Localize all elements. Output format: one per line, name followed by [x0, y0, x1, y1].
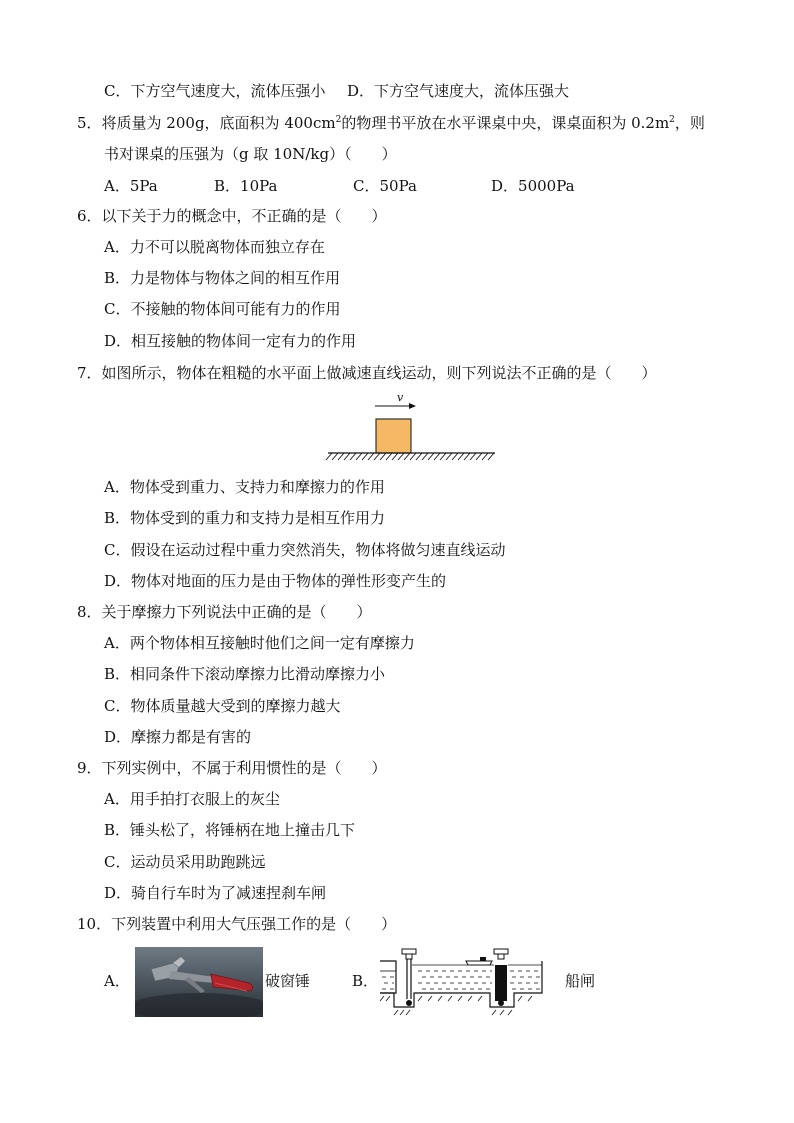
- hatch-line: [410, 453, 416, 460]
- q5-sup2: 2: [669, 115, 675, 125]
- q5-stem-part2: 的物理书平放在水平课桌中央，课桌面积为 0.2m: [341, 114, 670, 132]
- q8-option-b: B．相同条件下滚动摩擦力比滑动摩擦力小: [104, 665, 386, 683]
- q6-stem: 6．以下关于力的概念中，不正确的是（ ）: [77, 207, 387, 225]
- q7-option-a: A．物体受到重力、支持力和摩擦力的作用: [104, 478, 385, 496]
- q6-option-c: C．不接触的物体间可能有力的作用: [104, 300, 341, 318]
- q8-stem: 8．关于摩擦力下列说法中正确的是（ ）: [77, 603, 372, 621]
- q8-option-c: C．物体质量越大受到的摩擦力越大: [104, 697, 341, 715]
- hatch-line: [428, 453, 434, 460]
- q9-option-b: B．锤头松了，将锤柄在地上撞击几下: [104, 821, 356, 839]
- velocity-arrow: [375, 403, 416, 409]
- hatch-line: [386, 453, 392, 460]
- hatch-line: [464, 453, 470, 460]
- hatch-line: [470, 453, 476, 460]
- q9-option-c: C．运动员采用助跑跳远: [104, 853, 266, 871]
- q8-option-a: A．两个物体相互接触时他们之间一定有摩擦力: [104, 634, 415, 652]
- boat: [466, 961, 492, 965]
- q9-option-d: D．骑自行车时为了减速捏刹车闸: [104, 884, 327, 902]
- q5-option-d: D．5000Pa: [491, 177, 575, 195]
- q4-option-d: D．下方空气速度大，流体压强大: [347, 82, 570, 100]
- hatch-line: [362, 453, 368, 460]
- q9-stem: 9．下列实例中，不属于利用惯性的是（ ）: [77, 759, 387, 777]
- q5-sup1: 2: [335, 115, 342, 125]
- right-lock-gate: [494, 949, 508, 1006]
- hatch-line: [332, 453, 338, 460]
- water: [380, 965, 542, 989]
- hatch-line: [422, 453, 428, 460]
- hatch-line: [434, 453, 440, 460]
- q7-stem: 7．如图所示，物体在粗糙的水平面上做减速直线运动，则下列说法不正确的是（ ）: [77, 364, 657, 382]
- hatch-line: [416, 453, 422, 460]
- q7-figure: [320, 390, 500, 466]
- q6-option-b: B．力是物体与物体之间的相互作用: [104, 269, 341, 287]
- q10-option-a-label: 破窗锤: [265, 972, 311, 990]
- velocity-label: v: [397, 391, 404, 404]
- hatch-line: [392, 453, 398, 460]
- q5-stem-line1: [77, 113, 705, 133]
- hatch-line: [452, 453, 458, 460]
- window-breaker-hammer-photo: [135, 947, 263, 1017]
- q8-option-d: D．摩擦力都是有害的: [104, 728, 252, 746]
- q5-stem-part1: 5．将质量为 200g，底面积为 400cm: [77, 114, 336, 132]
- q5-options: [0, 176, 794, 196]
- q6-option-d: D．相互接触的物体间一定有力的作用: [104, 332, 357, 350]
- hatch-line: [482, 453, 488, 460]
- hammer-drawing: [135, 947, 263, 1017]
- hatch-line: [440, 453, 446, 460]
- hatch-line: [446, 453, 452, 460]
- q5-option-a: A．5Pa: [104, 177, 158, 195]
- hatch-line: [458, 453, 464, 460]
- ground-hatching: [326, 453, 494, 460]
- lock-ground-hatch: [380, 996, 532, 1015]
- hatch-line: [404, 453, 410, 460]
- hatch-line: [338, 453, 344, 460]
- q10-option-b-label: 船闸: [565, 972, 596, 990]
- hatch-line: [380, 453, 386, 460]
- q4-options: [0, 81, 794, 101]
- q5-option-c: C．50Pa: [353, 177, 417, 195]
- block: [376, 419, 411, 453]
- hatch-line: [350, 453, 356, 460]
- q7-option-d: D．物体对地面的压力是由于物体的弹性形变产生的: [104, 572, 447, 590]
- q4-option-c: C．下方空气速度大，流体压强小: [104, 82, 326, 100]
- hatch-line: [476, 453, 482, 460]
- hatch-line: [356, 453, 362, 460]
- q6-option-a: A．力不可以脱离物体而独立存在: [104, 238, 325, 256]
- hatch-line: [368, 453, 374, 460]
- q5-stem-part3: ，则: [674, 114, 705, 132]
- q7-option-b: B．物体受到的重力和支持力是相互作用力: [104, 509, 386, 527]
- q7-option-c: C．假设在运动过程中重力突然消失，物体将做匀速直线运动: [104, 541, 506, 559]
- ship-lock-diagram: [374, 941, 564, 1017]
- hatch-line: [398, 453, 404, 460]
- hatch-line: [326, 453, 332, 460]
- q5-stem-line2: 书对课桌的压强为（g 取 10N/kg）（ ）: [104, 145, 397, 163]
- hatch-line: [374, 453, 380, 460]
- q10-stem: 10．下列装置中利用大气压强工作的是（ ）: [77, 915, 397, 933]
- hatch-line: [344, 453, 350, 460]
- q10-option-a-letter: A．: [104, 972, 130, 990]
- hatch-line: [488, 453, 494, 460]
- q5-option-b: B．10Pa: [214, 177, 278, 195]
- q10-option-b-letter: B．: [352, 972, 379, 990]
- q9-option-a: A．用手拍打衣服上的灰尘: [104, 790, 280, 808]
